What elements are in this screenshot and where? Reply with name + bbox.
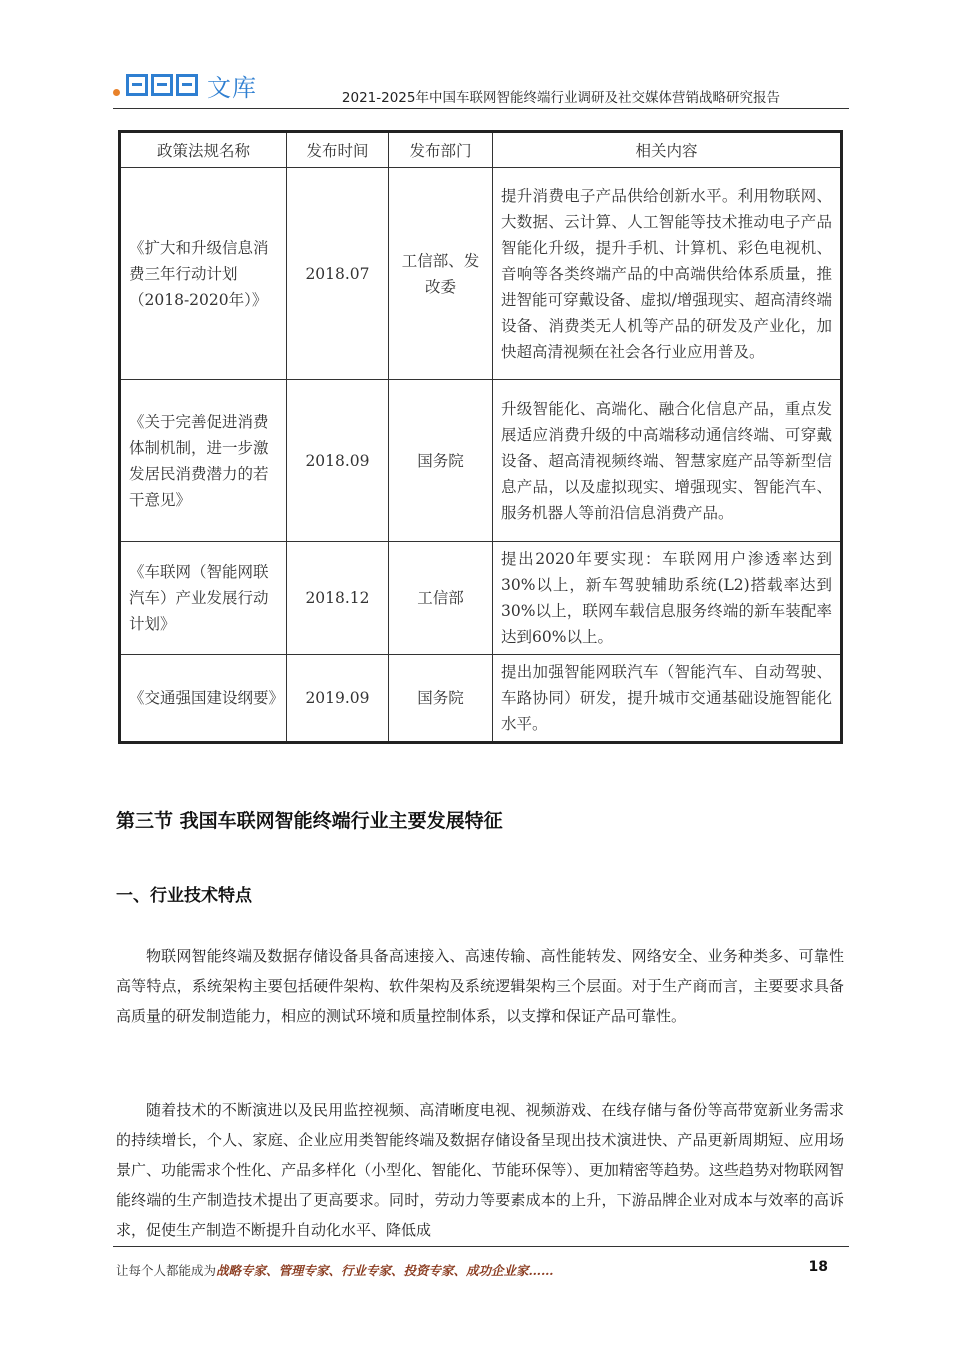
policy-dept: 国务院 [389,380,493,542]
policy-content: 提升消费电子产品供给创新水平。利用物联网、大数据、云计算、人工智能等技术推动电子产品智能化升级，提升手机、计算机、彩色电视机、音响等各类终端产品的中高端供给体系质量，推进智能可穿戴设备、虚拟/增强现实、超高清终端设备、消费类无人机等产品的研发及产业化，加快超高清视频在社会各行业应用普及。 [493,168,842,380]
policy-content: 升级智能化、高端化、融合化信息产品，重点发展适应消费升级的中高端移动通信终端、可穿戴设备、超高清视频终端、智慧家庭产品等新型信息产品，以及虚拟现实、增强现实、智能汽车、服务机器人等前沿信息消费产品。 [493,380,842,542]
policy-date: 2018.07 [287,168,389,380]
policy-dept: 国务院 [389,655,493,743]
table-row [120,380,842,542]
column-header-content: 相关内容 [493,132,842,168]
policy-name: 《交通强国建设纲要》 [120,655,287,743]
footer-slogan-roles: 战略专家、管理专家、行业专家、投资专家、成功企业家…… [216,1263,554,1278]
footer-slogan [116,1261,554,1279]
policy-date: 2018.12 [287,542,389,655]
column-header-name: 政策法规名称 [120,132,287,168]
section-heading: 第三节 我国车联网智能终端行业主要发展特征 [116,810,503,832]
footer-slogan-lead: 让每个人都能成为 [116,1263,217,1278]
table-row [120,655,842,743]
page-number: 18 [808,1259,828,1275]
policy-date: 2019.09 [287,655,389,743]
body-paragraph: 随着技术的不断演进以及民用监控视频、高清晰度电视、视频游戏、在线存储与备份等高带宽新业务需求的持续增长，个人、家庭、企业应用类智能终端及数据存储设备呈现出技术演进快、产品更新周期短、应用场景广、功能需求个性化、产品多样化（小型化、智能化、节能环保等）、更加精密等趋势。这些趋势对物联网智能终端的生产制造技术提出了更高要求。同时，劳动力等要素成本的上升，下游品牌企业对成本与效率的高诉求，促使生产制造不断提升自动化水平、降低成 [116,1101,844,1239]
logo-dot-icon [113,89,120,96]
policy-date: 2018.09 [287,380,389,542]
header-divider [113,108,849,109]
policy-content: 提出2020年要实现：车联网用户渗透率达到30%以上，新车驾驶辅助系统(L2)搭载率达到30%以上，联网车载信息服务终端的新车装配率达到60%以上。 [493,542,842,655]
policy-name: 《车联网（智能网联汽车）产业发展行动计划》 [120,542,287,655]
body-paragraph: 物联网智能终端及数据存储设备具备高速接入、高速传输、高性能转发、网络安全、业务种类多、可靠性高等特点，系统架构主要包括硬件架构、软件架构及系统逻辑架构三个层面。对于生产商而言，主要要求具备高质量的研发制造能力，相应的测试环境和质量控制体系，以支撑和保证产品可靠性。 [116,947,844,1025]
policy-name: 《扩大和升级信息消费三年行动计划（2018-2020年）》 [120,168,287,380]
policy-table [118,130,843,744]
policy-name: 《关于完善促进消费体制机制，进一步激发居民消费潜力的若干意见》 [120,380,287,542]
logo-mark-icon [126,74,201,96]
document-title: 2021-2025年中国车联网智能终端行业调研及社交媒体营销战略研究报告 [341,90,780,106]
policy-content: 提出加强智能网联汽车（智能汽车、自动驾驶、车路协同）研发，提升城市交通基础设施智能化水平。 [493,655,842,743]
footer-divider [113,1246,849,1247]
column-header-dept: 发布部门 [389,132,493,168]
policy-dept: 工信部、发改委 [389,168,493,380]
logo-text: 文库 [207,73,257,102]
subsection-heading: 一、行业技术特点 [116,886,252,906]
logo [113,70,257,100]
table-row [120,168,842,380]
table-row [120,542,842,655]
policy-dept: 工信部 [389,542,493,655]
column-header-date: 发布时间 [287,132,389,168]
table-header-row [120,132,842,168]
